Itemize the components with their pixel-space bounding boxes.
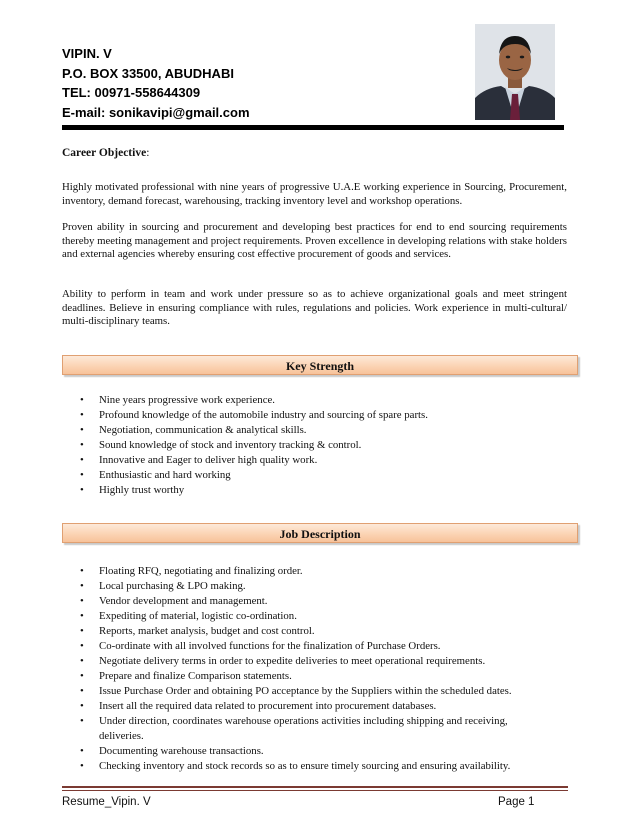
objective-paragraph: Proven ability in sourcing and procurement and developing best practices for end to end sourcing requirements thereby meeting management and project requirements. Proven excellence in developing relations with stake holders and external agencies whereby ensuring cost effective procurement of goods and services. (62, 221, 567, 261)
list-item: • Co-ordinate with all involved functions for the finalization of Purchase Orders. (80, 640, 441, 652)
list-item: • Sound knowledge of stock and inventory tracking & control. (80, 439, 362, 451)
key-strength-list (80, 393, 549, 498)
footer-document-name: Resume_Vipin. V (62, 796, 151, 808)
bullet-icon: • (80, 484, 84, 496)
career-objective-heading (62, 147, 149, 159)
footer-divider-thin (62, 790, 568, 791)
bullet-icon: • (80, 610, 84, 622)
bullet-icon: • (80, 424, 84, 436)
list-item: • Issue Purchase Order and obtaining PO acceptance by the Suppliers within the scheduled dates. (80, 685, 512, 697)
bullet-icon: • (80, 670, 84, 682)
bullet-icon: • (80, 565, 84, 577)
list-item: • Negotiation, communication & analytical skills. (80, 424, 307, 436)
bullet-icon: • (80, 469, 84, 481)
list-item: • Innovative and Eager to deliver high quality work. (80, 454, 318, 466)
bullet-icon: • (80, 685, 84, 697)
list-item: • Vendor development and management. (80, 595, 268, 607)
bullet-icon: • (80, 745, 84, 757)
key-strength-section-header (62, 355, 578, 375)
list-item: • Floating RFQ, negotiating and finalizing order. (80, 565, 303, 577)
bullet-icon: • (80, 409, 84, 421)
list-item: • Enthusiastic and hard working (80, 469, 231, 481)
bullet-icon: • (80, 715, 84, 727)
list-item: • Highly trust worthy (80, 484, 185, 496)
profile-photo (475, 24, 555, 120)
header-divider (62, 125, 564, 130)
footer-page-number: Page 1 (498, 796, 535, 808)
footer-divider (62, 786, 568, 788)
email-address: E-mail: sonikavipi@gmail.com (62, 104, 250, 120)
job-description-title: Job Description (279, 527, 361, 541)
career-objective-label: Career Objective (62, 147, 147, 159)
profile-photo-image (475, 24, 555, 120)
list-item: • Checking inventory and stock records so as to ensure timely sourcing and ensuring availability. (80, 760, 511, 772)
list-item: • Reports, market analysis, budget and cost control. (80, 625, 315, 637)
bullet-icon: • (80, 760, 84, 772)
objective-paragraph: Ability to perform in team and work under pressure so as to achieve organizational goals and meet stringent deadlines. Believe in ensuring compliance with rules, regulations and policies. Work experience in multi-cultural/ multi-disciplinary teams. (62, 288, 567, 328)
bullet-icon: • (80, 625, 84, 637)
list-item: • Expediting of material, logistic co-ordination. (80, 610, 297, 622)
career-objective-colon: : (146, 147, 150, 159)
list-item: • Nine years progressive work experience. (80, 394, 275, 406)
postal-address: P.O. BOX 33500, ABUDHABI (62, 65, 234, 81)
list-item: • Prepare and finalize Comparison statements. (80, 670, 292, 682)
bullet-icon: • (80, 640, 84, 652)
job-description-list (80, 564, 549, 774)
list-item: • Under direction, coordinates warehouse operations activities including shipping and receiving, deliveries. (80, 715, 508, 742)
list-item: • Negotiate delivery terms in order to expedite deliveries to meet operational requirements. (80, 655, 486, 667)
list-item: • Documenting warehouse transactions. (80, 745, 264, 757)
list-item: • Local purchasing & LPO making. (80, 580, 246, 592)
bullet-icon: • (80, 439, 84, 451)
objective-paragraph: Highly motivated professional with nine years of progressive U.A.E working experience in Sourcing, Procurement, inventory, demand forecast, warehousing, tracking inventory level and workshop operations. (62, 181, 567, 207)
bullet-icon: • (80, 655, 84, 667)
contact-header (62, 44, 250, 122)
key-strength-title: Key Strength (285, 359, 355, 373)
telephone: TEL: 00971-558644309 (62, 85, 201, 100)
bullet-icon: • (80, 580, 84, 592)
list-item: • Insert all the required data related to procurement into procurement databases. (80, 700, 437, 712)
list-item: • Profound knowledge of the automobile industry and sourcing of spare parts. (80, 409, 428, 421)
bullet-icon: • (80, 454, 84, 466)
bullet-icon: • (80, 700, 84, 712)
bullet-icon: • (80, 394, 84, 406)
job-description-section-header (62, 523, 578, 543)
bullet-icon: • (80, 595, 84, 607)
candidate-name: VIPIN. V (62, 46, 112, 61)
